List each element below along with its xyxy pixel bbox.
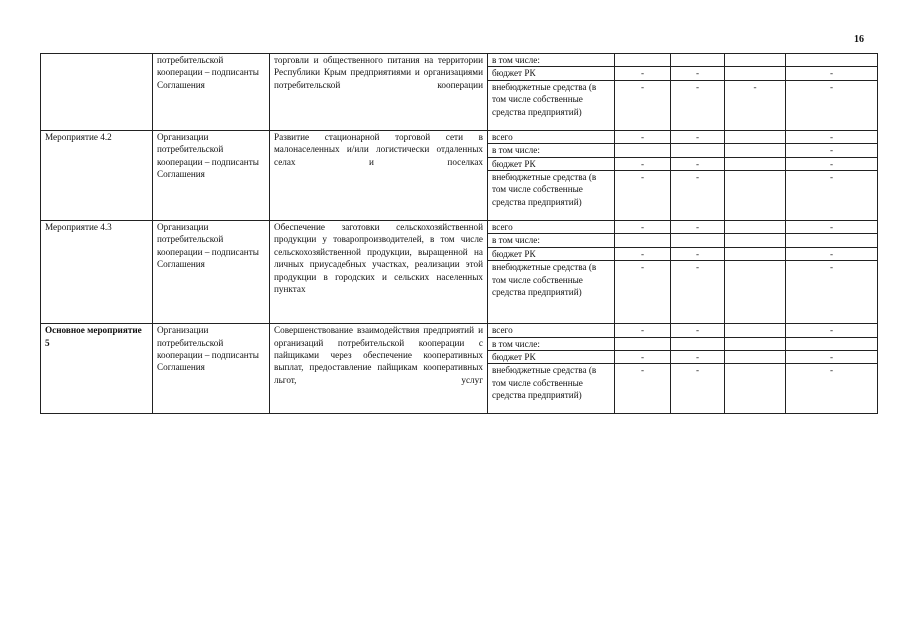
value-cell bbox=[725, 221, 786, 234]
value-cell: - bbox=[615, 351, 671, 364]
value-cell bbox=[725, 351, 786, 364]
value-cell: - bbox=[615, 171, 671, 221]
source-cell: бюджет РК bbox=[488, 67, 615, 80]
source-cell: внебюджетные средства (в том числе собственные средства предприятий) bbox=[488, 261, 615, 324]
value-cell bbox=[725, 130, 786, 143]
source-cell: в том числе: bbox=[488, 234, 615, 247]
activity-label: Мероприятие 4.3 bbox=[41, 221, 153, 324]
value-cell: - bbox=[786, 80, 878, 130]
value-cell: - bbox=[786, 221, 878, 234]
table-row bbox=[41, 221, 878, 234]
executor-cell: Организации потребительской кооперации – подписанты Соглашения bbox=[153, 324, 270, 414]
value-cell: - bbox=[615, 221, 671, 234]
value-cell bbox=[725, 171, 786, 221]
source-cell: всего bbox=[488, 130, 615, 143]
description-cell: торговли и общественного питания на территории Республики Крым предприятиями и организациями потребительской кооперации bbox=[270, 54, 488, 131]
value-cell: - bbox=[786, 261, 878, 324]
value-cell: - bbox=[671, 130, 725, 143]
value-cell bbox=[725, 157, 786, 170]
value-cell bbox=[786, 54, 878, 67]
value-cell: - bbox=[786, 67, 878, 80]
value-cell: - bbox=[786, 351, 878, 364]
value-cell: - bbox=[615, 130, 671, 143]
description-cell: Развитие стационарной торговой сети в малонаселенных и/или логистически отдаленных селах и поселках bbox=[270, 130, 488, 220]
table-row bbox=[41, 130, 878, 143]
value-cell: - bbox=[671, 261, 725, 324]
value-cell: - bbox=[615, 324, 671, 337]
value-cell bbox=[725, 337, 786, 350]
value-cell: - bbox=[671, 80, 725, 130]
table-row bbox=[41, 324, 878, 337]
value-cell bbox=[671, 54, 725, 67]
page-number: 16 bbox=[854, 34, 864, 45]
source-cell: внебюджетные средства (в том числе собственные средства предприятий) bbox=[488, 80, 615, 130]
value-cell bbox=[615, 337, 671, 350]
value-cell bbox=[725, 364, 786, 414]
table-row bbox=[41, 54, 878, 67]
source-cell: всего bbox=[488, 324, 615, 337]
source-cell: внебюджетные средства (в том числе собственные средства предприятий) bbox=[488, 171, 615, 221]
source-cell: в том числе: bbox=[488, 144, 615, 157]
description-cell: Обеспечение заготовки сельскохозяйственной продукции у товаропроизводителей, в том числе сельскохозяйственной продукции, выращенной на личных приусадебных участках, реализации этой продукции в городских и сельских населенных пунктах bbox=[270, 221, 488, 324]
value-cell: - bbox=[671, 364, 725, 414]
value-cell bbox=[725, 234, 786, 247]
source-cell: в том числе: bbox=[488, 337, 615, 350]
value-cell: - bbox=[786, 157, 878, 170]
source-cell: бюджет РК bbox=[488, 157, 615, 170]
value-cell bbox=[725, 324, 786, 337]
value-cell: - bbox=[615, 80, 671, 130]
value-cell bbox=[725, 261, 786, 324]
value-cell bbox=[615, 144, 671, 157]
value-cell: - bbox=[671, 171, 725, 221]
value-cell: - bbox=[615, 364, 671, 414]
executor-cell: Организации потребительской кооперации – подписанты Соглашения bbox=[153, 130, 270, 220]
executor-cell: потребительской кооперации – подписанты Соглашения bbox=[153, 54, 270, 131]
value-cell: - bbox=[786, 324, 878, 337]
value-cell bbox=[786, 337, 878, 350]
value-cell bbox=[725, 144, 786, 157]
activity-label bbox=[41, 54, 153, 131]
value-cell bbox=[615, 234, 671, 247]
source-cell: внебюджетные средства (в том числе собственные средства предприятий) bbox=[488, 364, 615, 414]
value-cell bbox=[615, 54, 671, 67]
value-cell: - bbox=[725, 80, 786, 130]
value-cell: - bbox=[671, 351, 725, 364]
value-cell: - bbox=[786, 247, 878, 260]
activity-label: Мероприятие 4.2 bbox=[41, 130, 153, 220]
executor-cell: Организации потребительской кооперации – подписанты Соглашения bbox=[153, 221, 270, 324]
value-cell: - bbox=[671, 247, 725, 260]
value-cell: - bbox=[671, 221, 725, 234]
value-cell: - bbox=[671, 157, 725, 170]
source-cell: бюджет РК bbox=[488, 351, 615, 364]
source-cell: в том числе: bbox=[488, 54, 615, 67]
source-cell: всего bbox=[488, 221, 615, 234]
value-cell: - bbox=[786, 364, 878, 414]
value-cell: - bbox=[615, 67, 671, 80]
value-cell: - bbox=[615, 261, 671, 324]
activity-label: Основное мероприятие 5 bbox=[41, 324, 153, 414]
value-cell bbox=[671, 234, 725, 247]
value-cell bbox=[671, 337, 725, 350]
description-cell: Совершенствование взаимодействия предприятий и организаций потребительской кооперации с пайщиками через обеспечение кооперативных выплат, предоставление пайщикам кооперативных льгот, услуг bbox=[270, 324, 488, 414]
value-cell: - bbox=[615, 247, 671, 260]
value-cell bbox=[725, 67, 786, 80]
value-cell bbox=[725, 54, 786, 67]
value-cell: - bbox=[615, 157, 671, 170]
value-cell: - bbox=[671, 324, 725, 337]
value-cell: - bbox=[786, 130, 878, 143]
value-cell bbox=[671, 144, 725, 157]
value-cell bbox=[725, 247, 786, 260]
value-cell: - bbox=[786, 144, 878, 157]
value-cell: - bbox=[786, 171, 878, 221]
source-cell: бюджет РК bbox=[488, 247, 615, 260]
value-cell bbox=[786, 234, 878, 247]
value-cell: - bbox=[671, 67, 725, 80]
program-activities-table bbox=[40, 53, 878, 414]
